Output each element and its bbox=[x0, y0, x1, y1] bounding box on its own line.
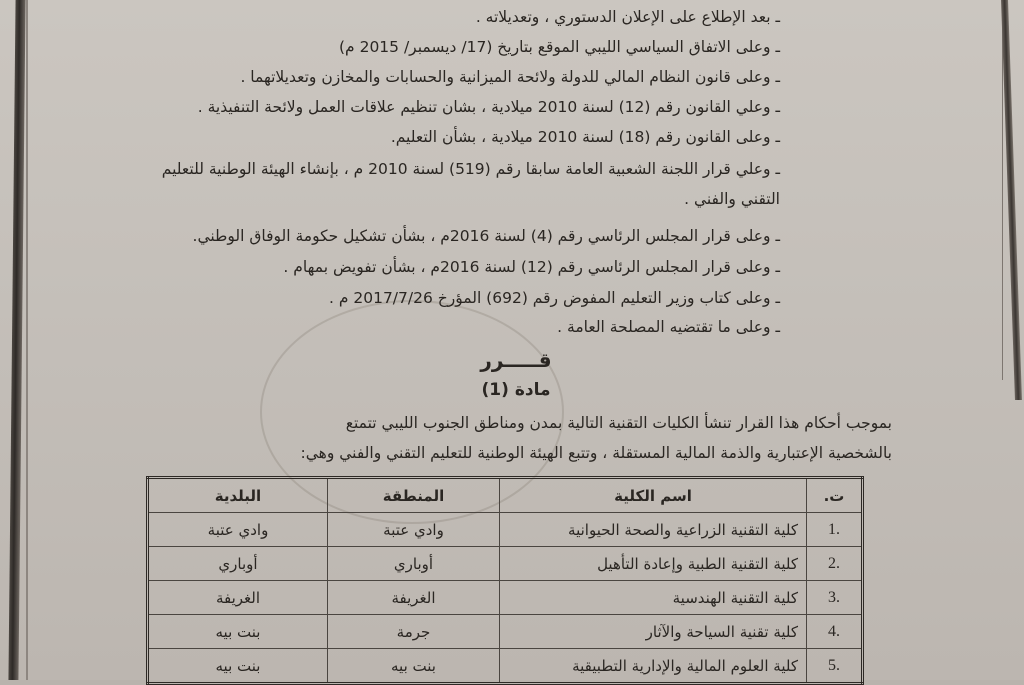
table-row bbox=[148, 513, 863, 547]
preamble-line-4: ـ وعلي القانون رقم (12) لسنة 2010 ميلادية ، بشان تنظيم علاقات العمل ولائحة التنفيذية . bbox=[197, 98, 780, 116]
cell-region: أوباري bbox=[328, 547, 500, 581]
preamble-line-10: ـ وعلى ما تقتضيه المصلحة العامة . bbox=[557, 318, 780, 336]
article-body-line-1: بموجب أحكام هذا القرار تنشأ الكليات التقنية التالية بمدن ومناطق الجنوب الليبي تتمتع bbox=[345, 414, 892, 432]
table-row bbox=[148, 615, 863, 649]
cell-college-name: كلية التقنية الطبية وإعادة التأهيل bbox=[500, 547, 807, 581]
table-row bbox=[148, 547, 863, 581]
cell-college-name: كلية العلوم المالية والإدارية التطبيقية bbox=[500, 649, 807, 684]
header-municipality: البلدية bbox=[148, 478, 328, 513]
preamble-line-7: ـ وعلى قرار المجلس الرئاسي رقم (4) لسنة 2016م ، بشأن تشكيل حكومة الوفاق الوطني. bbox=[192, 227, 780, 245]
preamble-line-3: ـ وعلى قانون النظام المالي للدولة ولائحة الميزانية والحسابات والمخازن وتعديلاتهما . bbox=[240, 68, 780, 86]
cell-region: الغريفة bbox=[328, 581, 500, 615]
cell-num: 4. bbox=[807, 615, 863, 649]
preamble-line-2: ـ وعلى الاتفاق السياسي الليبي الموقع بتاريخ (17/ ديسمبر/ 2015 م) bbox=[339, 38, 780, 56]
cell-municipality: الغريفة bbox=[148, 581, 328, 615]
table-row bbox=[148, 649, 863, 684]
cell-municipality: أوباري bbox=[148, 547, 328, 581]
cell-num: 1. bbox=[807, 513, 863, 547]
table-row bbox=[148, 581, 863, 615]
header-region: المنطقة bbox=[328, 478, 500, 513]
article-body-line-2: بالشخصية الإعتبارية والذمة المالية المستقلة ، وتتبع الهيئة الوطنية للتعليم التقني والفني وهي: bbox=[300, 444, 892, 462]
document-page bbox=[30, 0, 1002, 680]
cell-municipality: بنت بيه bbox=[148, 615, 328, 649]
cell-num: 5. bbox=[807, 649, 863, 684]
cell-college-name: كلية التقنية الهندسية bbox=[500, 581, 807, 615]
cell-num: 3. bbox=[807, 581, 863, 615]
cell-region: بنت بيه bbox=[328, 649, 500, 684]
colleges-table bbox=[146, 476, 864, 685]
preamble-line-8: ـ وعلى قرار المجلس الرئاسي رقم (12) لسنة 2016م ، بشأن تفويض بمهام . bbox=[283, 258, 780, 276]
preamble-line-1: ـ بعد الإطلاع على الإعلان الدستوري ، وتعديلاته . bbox=[475, 8, 780, 26]
preamble-line-6: ـ وعلي قرار اللجنة الشعبية العامة سابقا رقم (519) لسنة 2010 م ، بإنشاء الهيئة الوطنية للتعليم bbox=[161, 160, 780, 178]
header-college-name: اسم الكلية bbox=[500, 478, 807, 513]
cell-municipality: وادي عتبة bbox=[148, 513, 328, 547]
cell-region: جرمة bbox=[328, 615, 500, 649]
cell-college-name: كلية تقنية السياحة والآثار bbox=[500, 615, 807, 649]
cell-municipality: بنت بيه bbox=[148, 649, 328, 684]
table-header-row bbox=[148, 478, 863, 513]
header-num: ت. bbox=[807, 478, 863, 513]
cell-num: 2. bbox=[807, 547, 863, 581]
preamble-line-5: ـ وعلى القانون رقم (18) لسنة 2010 ميلادية ، بشأن التعليم. bbox=[390, 128, 780, 146]
cell-region: وادي عتبة bbox=[328, 513, 500, 547]
cell-college-name: كلية التقنية الزراعية والصحة الحيوانية bbox=[500, 513, 807, 547]
preamble-line-6-cont: التقني والفني . bbox=[684, 190, 780, 208]
article-heading: مادة (1) bbox=[481, 380, 551, 400]
decision-heading: قـــــرر bbox=[480, 348, 552, 372]
preamble-line-9: ـ وعلى كتاب وزير التعليم المفوض رقم (692) المؤرخ 2017/7/26 م . bbox=[328, 289, 780, 307]
page-edge-left bbox=[26, 0, 28, 680]
